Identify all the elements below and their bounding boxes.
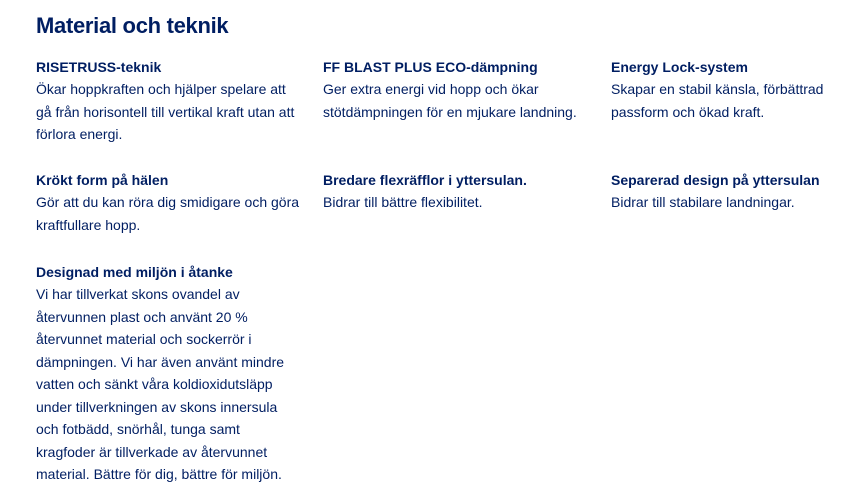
feature-description: Ger extra energi vid hopp och ökar stötdämpningen för en mjukare landning.: [323, 81, 577, 120]
feature-description: Bidrar till bättre flexibilitet.: [323, 194, 483, 210]
feature-title: Designad med miljön i åtanke: [36, 264, 233, 280]
feature-title: Energy Lock-system: [611, 59, 748, 75]
feature-flex-grooves: [323, 169, 591, 214]
feature-title: RISETRUSS-teknik: [36, 59, 162, 75]
feature-energy-lock: [611, 56, 852, 123]
feature-sustainability: [36, 261, 286, 486]
feature-title: FF BLAST PLUS ECO-dämpning: [323, 59, 538, 75]
feature-curved-heel: [36, 169, 304, 236]
feature-description: Ökar hoppkraften och hjälper spelare att gå från horisontell till vertikal kraft utan att förlora energi.: [36, 81, 295, 142]
feature-title: Krökt form på hälen: [36, 172, 169, 188]
feature-separated-outsole: [611, 169, 852, 214]
feature-description: Vi har tillverkat skons ovandel av återvunnen plast och använt 20 % återvunnet material och sockerrör i dämpningen. Vi har även använt mindre vatten och sänkt våra koldioxidutsläpp under tillverkningen av skons innersula och fotbädd, snörhål, tunga samt kragfoder är tillverkade av återvunnet material. Bättre för dig, bättre för miljön.: [36, 286, 285, 482]
feature-description: Gör att du kan röra dig smidigare och göra kraftfullare hopp.: [36, 194, 300, 233]
feature-description: Bidrar till stabilare landningar.: [611, 194, 795, 210]
feature-title: Separerad design på yttersulan: [611, 172, 820, 188]
feature-title: Bredare flexräfflor i yttersulan.: [323, 172, 527, 188]
feature-ff-blast-plus-eco: [323, 56, 591, 123]
feature-risetruss: [36, 56, 304, 146]
section-title: Material och teknik: [36, 13, 229, 38]
feature-description: Skapar en stabil känsla, förbättrad passform och ökad kraft.: [611, 81, 824, 120]
